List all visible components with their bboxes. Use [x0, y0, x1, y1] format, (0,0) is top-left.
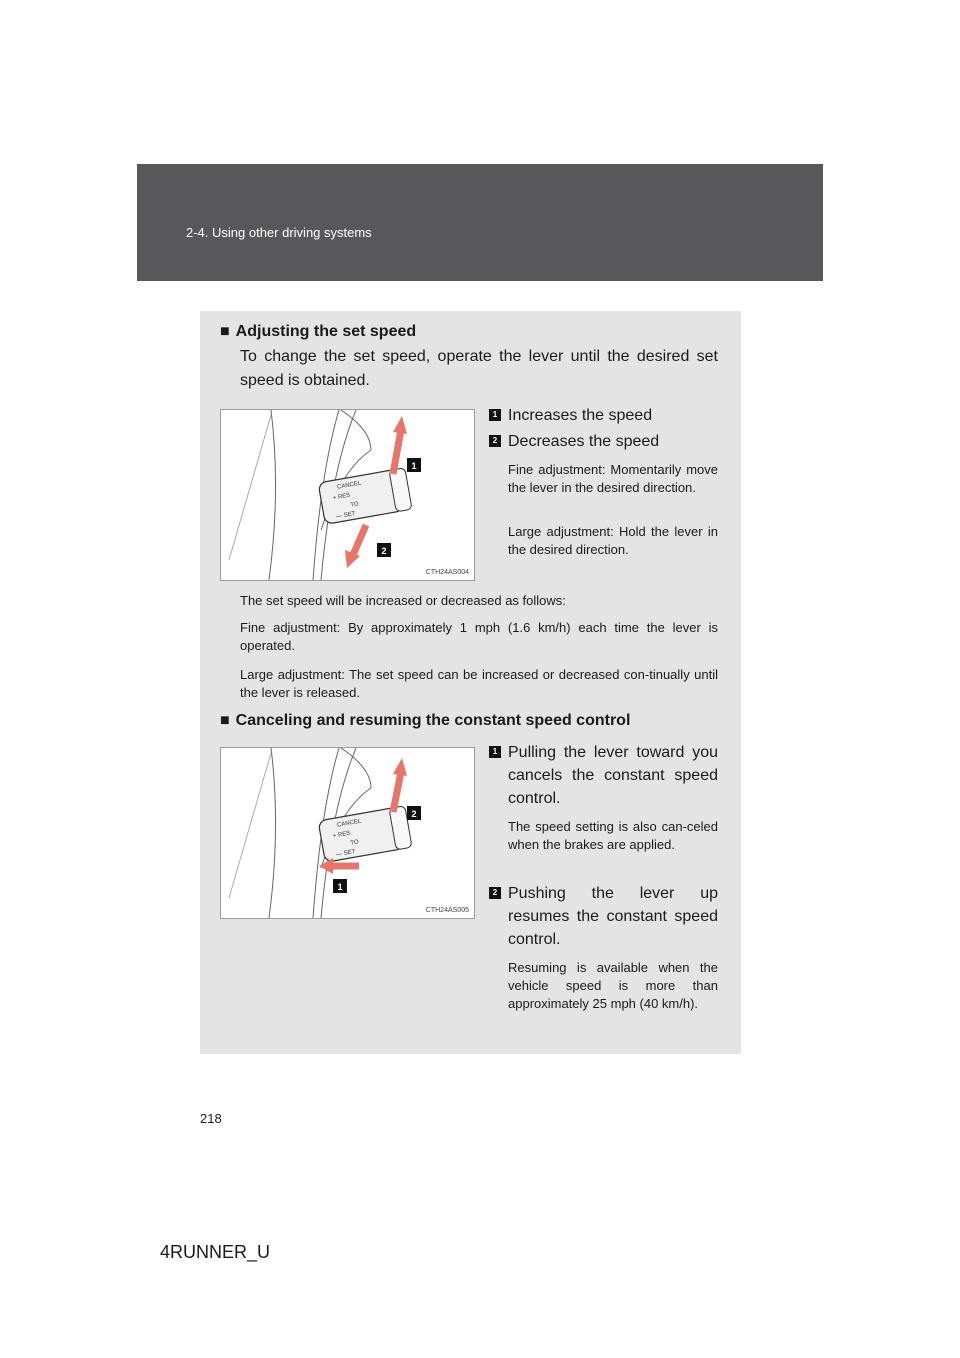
adjust-heading: ■ Adjusting the set speed	[220, 323, 417, 340]
page-number: 218	[200, 1111, 222, 1126]
lever-label-set: — SET	[335, 511, 356, 521]
figure-adjust-speed	[220, 409, 475, 581]
adjust-note-fine: Fine adjustment: Momentarily move the lever in the desired direction.	[508, 462, 718, 495]
adjust-explanation-1: The set speed will be increased or decreased as follows:	[240, 593, 566, 608]
arrow-up-icon	[393, 758, 407, 776]
figure-cancel-resume	[220, 747, 475, 919]
cancel-item-2-note: Resuming is available when the vehicle speed is more than approximately 25 mph (40 km/h).	[508, 960, 718, 1011]
adjust-intro: To change the set speed, operate the lever until the desired set speed is obtained.	[240, 348, 718, 389]
number-badge-icon: 2	[489, 887, 501, 899]
section-title: 2-4. Using other driving systems	[186, 225, 372, 240]
section-header-bar	[137, 164, 823, 281]
lever-label-to: TO	[350, 501, 360, 509]
arrow-up-icon	[393, 416, 407, 434]
content-panel	[200, 311, 741, 1054]
cancel-heading: ■ Canceling and resuming the constant speed control	[220, 712, 631, 729]
footer-model-code: 4RUNNER_U	[160, 1242, 271, 1262]
number-badge-icon: 1	[489, 409, 501, 421]
lever-illustration	[221, 410, 474, 580]
adjust-item-2: 2 Decreases the speed	[489, 430, 718, 453]
cancel-item-2: 2 Pushing the lever up resumes the constant speed control.	[489, 882, 718, 951]
lever-label-res: + RES	[332, 830, 351, 840]
number-badge-icon: 1	[489, 746, 501, 758]
square-bullet-icon: ■	[220, 712, 230, 729]
cancel-item-1: 1 Pulling the lever toward you cancels the constant speed control.	[489, 741, 718, 810]
lever-illustration	[221, 748, 474, 918]
lever-label-cancel: CANCEL	[336, 480, 362, 491]
lever-label-set: — SET	[335, 849, 356, 859]
square-bullet-icon: ■	[220, 323, 230, 340]
adjust-explanation-2: Fine adjustment: By approximately 1 mph (1.6 km/h) each time the lever is operated.	[240, 620, 718, 653]
lever-label-to: TO	[350, 839, 360, 847]
figure-code: CTH24AS005	[425, 907, 469, 914]
callout-1-label: 1	[337, 882, 343, 892]
callout-2-label: 2	[411, 809, 417, 819]
lever-label-cancel: CANCEL	[336, 818, 362, 829]
callout-1-label: 1	[411, 461, 417, 471]
callout-2-label: 2	[381, 546, 387, 556]
adjust-note-large: Large adjustment: Hold the lever in the desired direction.	[508, 524, 718, 557]
adjust-item-1: 1 Increases the speed	[489, 404, 718, 427]
lever-label-res: + RES	[332, 492, 351, 502]
adjust-explanation-3: Large adjustment: The set speed can be increased or decreased con-tinually until the lever is released.	[240, 667, 718, 700]
number-badge-icon: 2	[489, 435, 501, 447]
figure-code: CTH24AS004	[425, 569, 469, 576]
cancel-item-1-note: The speed setting is also can-celed when the brakes are applied.	[508, 819, 718, 852]
